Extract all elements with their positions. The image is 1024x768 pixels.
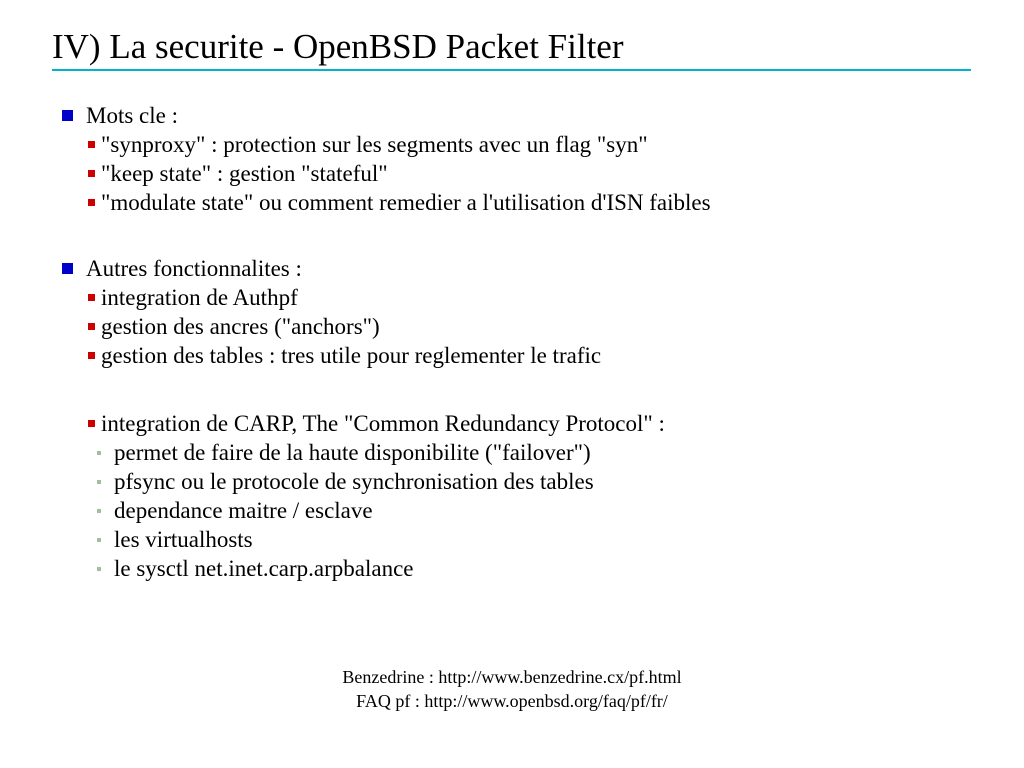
list-item-text: "synproxy" : protection sur les segments avec un flag "syn" (101, 132, 648, 157)
slide-title: IV) La securite - OpenBSD Packet Filter (52, 27, 624, 66)
title-underline (52, 69, 971, 71)
square-bullet-icon (88, 323, 95, 330)
list-item-level3 (52, 554, 992, 583)
list-item-level2 (52, 283, 992, 312)
list-item-level2 (52, 312, 992, 341)
list-item-level2 (52, 188, 992, 217)
dot-bullet-icon (97, 451, 101, 455)
list-item-text: gestion des tables : tres utile pour reglementer le trafic (101, 343, 602, 368)
slide-footer (0, 665, 1024, 713)
list-item-text: "modulate state" ou comment remedier a l'utilisation d'ISN faibles (101, 190, 711, 215)
list-item-text: pfsync ou le protocole de synchronisation des tables (114, 469, 594, 494)
list-item-level2 (52, 159, 992, 188)
list-item-level3 (52, 496, 992, 525)
square-bullet-icon (62, 263, 73, 274)
list-item-text: le sysctl net.inet.carp.arpbalance (114, 556, 414, 581)
list-item-level1 (52, 254, 992, 283)
list-item-level1 (52, 101, 992, 130)
block-gap (52, 370, 992, 409)
list-item-level3 (52, 438, 992, 467)
list-item-level2 (52, 341, 992, 370)
block-gap (52, 217, 992, 254)
list-item-text: dependance maitre / esclave (114, 498, 373, 523)
list-item-text: Autres fonctionnalites : (86, 256, 302, 281)
square-bullet-icon (88, 294, 95, 301)
list-item-text: gestion des ancres ("anchors") (101, 314, 380, 339)
list-item-text: integration de CARP, The "Common Redundancy Protocol" : (101, 411, 665, 436)
dot-bullet-icon (97, 509, 101, 513)
slide-body (52, 101, 992, 583)
list-item-text: integration de Authpf (101, 285, 298, 310)
footer-reference-line: FAQ pf : http://www.openbsd.org/faq/pf/fr/ (356, 691, 668, 711)
list-item-text: Mots cle : (86, 103, 178, 128)
list-item-text: permet de faire de la haute disponibilite ("failover") (114, 440, 591, 465)
dot-bullet-icon (97, 538, 101, 542)
square-bullet-icon (88, 352, 95, 359)
list-item-level2 (52, 130, 992, 159)
square-bullet-icon (62, 110, 73, 121)
list-item-level3 (52, 467, 992, 496)
list-item-level3 (52, 525, 992, 554)
list-item-text: les virtualhosts (114, 527, 253, 552)
square-bullet-icon (88, 199, 95, 206)
list-item-text: "keep state" : gestion "stateful" (101, 161, 388, 186)
footer-reference-line: Benzedrine : http://www.benzedrine.cx/pf.html (342, 667, 682, 687)
dot-bullet-icon (97, 567, 101, 571)
square-bullet-icon (88, 170, 95, 177)
square-bullet-icon (88, 141, 95, 148)
dot-bullet-icon (97, 480, 101, 484)
list-item-level2 (52, 409, 992, 438)
square-bullet-icon (88, 420, 95, 427)
